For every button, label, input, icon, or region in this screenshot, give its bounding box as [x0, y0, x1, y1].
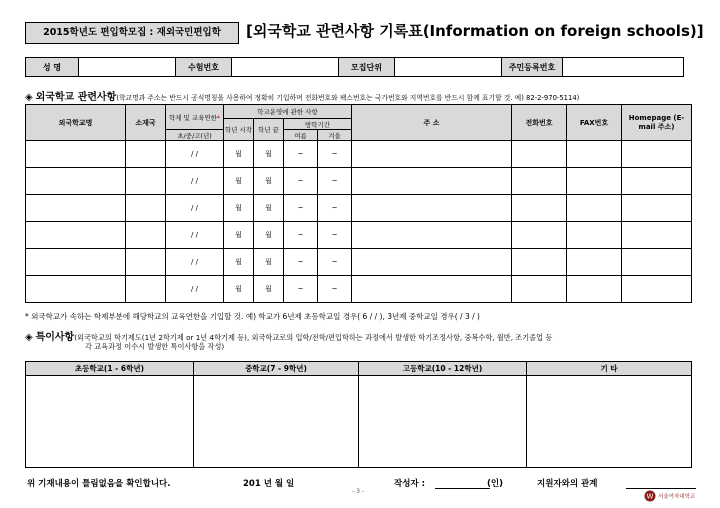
summer-cell[interactable]: ~ [284, 195, 318, 222]
section-bullet: ◈ [25, 332, 33, 343]
phone-cell[interactable] [512, 168, 567, 195]
end-cell[interactable]: 월 [254, 222, 284, 249]
school-name-cell[interactable] [26, 222, 126, 249]
elementary-notes-field[interactable] [26, 376, 194, 468]
section-desc-line1: (외국학교의 학기제도(1년 2학기제 or 1년 4학기제 등), 외국학교로의 입학/전학/편입학하는 과정에서 발생한 학기조정사항, 중복수학, 월반, 조기졸업 등 [74, 333, 553, 342]
special-notes-table [25, 361, 692, 468]
table-row [26, 168, 692, 195]
relation-label: 지원자와의 관계 [537, 479, 598, 489]
logo-text: 서울여자대학교 [658, 494, 696, 500]
school-name-cell[interactable] [26, 195, 126, 222]
col-year-start: 학년 시작 [224, 119, 254, 141]
phone-cell[interactable] [512, 195, 567, 222]
unit-label: 모집단위 [339, 58, 395, 77]
section-special-notes [25, 328, 552, 343]
resident-no-field[interactable] [563, 58, 684, 77]
school-name-cell[interactable] [26, 168, 126, 195]
col-vacation: 방학기간 [284, 119, 352, 130]
table-row [26, 222, 692, 249]
exam-no-field[interactable] [232, 58, 339, 77]
homepage-cell[interactable] [622, 276, 692, 303]
phone-cell[interactable] [512, 249, 567, 276]
school-name-cell[interactable] [26, 249, 126, 276]
summer-cell[interactable]: ~ [284, 168, 318, 195]
end-cell[interactable]: 월 [254, 168, 284, 195]
grade-cell[interactable]: / / [166, 141, 224, 168]
col-winter: 겨울 [318, 130, 352, 141]
summer-cell[interactable]: ~ [284, 141, 318, 168]
page-title: [외국학교 관련사항 기록표(Information on foreign schools)] [246, 22, 704, 40]
fax-cell[interactable] [567, 249, 622, 276]
table-row [26, 141, 692, 168]
section-bullet: ◈ [25, 92, 33, 103]
end-cell[interactable]: 월 [254, 276, 284, 303]
homepage-cell[interactable] [622, 249, 692, 276]
seal-mark: (인) [487, 479, 503, 489]
asterisk-mark: * [216, 113, 221, 122]
end-cell[interactable]: 월 [254, 195, 284, 222]
writer-label: 작성자 : [394, 479, 425, 489]
country-cell[interactable] [126, 276, 166, 303]
section-desc-line2: 각 교육과정 이수시 발생한 특이사항을 작성) [85, 342, 225, 351]
winter-cell[interactable]: ~ [318, 222, 352, 249]
confirm-statement: 위 기재내용이 틀림없음을 확인합니다. [27, 479, 171, 489]
other-notes-field[interactable] [527, 376, 692, 468]
col-elementary: 초등학교(1 - 6학년) [26, 362, 194, 376]
address-cell[interactable] [352, 222, 512, 249]
section-title: 외국학교 관련사항 [35, 92, 117, 103]
summer-cell[interactable]: ~ [284, 249, 318, 276]
address-cell[interactable] [352, 249, 512, 276]
address-cell[interactable] [352, 141, 512, 168]
table-row [26, 276, 692, 303]
name-field[interactable] [79, 58, 176, 77]
end-cell[interactable]: 월 [254, 141, 284, 168]
col-grade-years: 초/중/고(년) [166, 130, 224, 141]
summer-cell[interactable]: ~ [284, 222, 318, 249]
col-other: 기 타 [527, 362, 692, 376]
winter-cell[interactable]: ~ [318, 195, 352, 222]
exam-no-label: 수험번호 [176, 58, 232, 77]
start-cell[interactable]: 월 [224, 168, 254, 195]
winter-cell[interactable]: ~ [318, 276, 352, 303]
start-cell[interactable]: 월 [224, 222, 254, 249]
col-homepage: Homepage (E-mail 주소) [622, 105, 692, 141]
country-cell[interactable] [126, 195, 166, 222]
grade-system-note: * 외국학교가 속하는 학제부분에 해당학교의 교육연한을 기입할 것. 예) 학교가 6년제 초등학교일 경우( 6 / / ), 3년제 중학교일 경우( / 3 / ) [25, 312, 480, 321]
col-phone: 전화번호 [512, 105, 567, 141]
logo-emblem-icon [644, 490, 656, 502]
grade-cell[interactable]: / / [166, 195, 224, 222]
grade-cell[interactable]: / / [166, 222, 224, 249]
col-school-operation: 학교운영에 관한 사항 [224, 105, 352, 119]
phone-cell[interactable] [512, 222, 567, 249]
col-summer: 여름 [284, 130, 318, 141]
country-cell[interactable] [126, 141, 166, 168]
university-logo [644, 488, 702, 504]
section-title: 특이사항 [35, 332, 75, 343]
homepage-cell[interactable] [622, 222, 692, 249]
name-label: 성 명 [26, 58, 79, 77]
fax-cell[interactable] [567, 222, 622, 249]
fax-cell[interactable] [567, 276, 622, 303]
table-row [26, 195, 692, 222]
winter-cell[interactable]: ~ [318, 168, 352, 195]
address-cell[interactable] [352, 195, 512, 222]
phone-cell[interactable] [512, 276, 567, 303]
fax-cell[interactable] [567, 168, 622, 195]
fax-cell[interactable] [567, 195, 622, 222]
col-fax: FAX번호 [567, 105, 622, 141]
unit-field[interactable] [395, 58, 502, 77]
col-middle: 중학교(7 - 9학년) [194, 362, 359, 376]
table-row [26, 249, 692, 276]
col-year-end: 학년 끝 [254, 119, 284, 141]
address-cell[interactable] [352, 276, 512, 303]
grade-cell[interactable]: / / [166, 276, 224, 303]
grade-cell[interactable]: / / [166, 168, 224, 195]
middle-notes-field[interactable] [194, 376, 359, 468]
start-cell[interactable]: 월 [224, 249, 254, 276]
homepage-cell[interactable] [622, 141, 692, 168]
start-cell[interactable]: 월 [224, 276, 254, 303]
homepage-cell[interactable] [622, 168, 692, 195]
country-cell[interactable] [126, 249, 166, 276]
start-cell[interactable]: 월 [224, 141, 254, 168]
homepage-cell[interactable] [622, 195, 692, 222]
country-cell[interactable] [126, 168, 166, 195]
school-name-cell[interactable] [26, 141, 126, 168]
col-school-name: 외국학교명 [26, 105, 126, 141]
winter-cell[interactable]: ~ [318, 141, 352, 168]
grade-cell[interactable]: / / [166, 249, 224, 276]
summer-cell[interactable]: ~ [284, 276, 318, 303]
high-notes-field[interactable] [359, 376, 527, 468]
writer-line[interactable] [435, 488, 490, 489]
foreign-school-table [25, 104, 692, 303]
col-address: 주 소 [352, 105, 512, 141]
col-country: 소재국 [126, 105, 166, 141]
col-grade-system: 학제 및 교육연한* [166, 105, 224, 130]
form-header-label: 2015학년도 편입학모집 : 재외국민편입학 [25, 22, 239, 44]
section-desc: (학교명과 주소는 반드시 공식명칭을 사용하여 정확히 기입하며 전화번호와 팩스번호는 국가번호와 지역번호를 반드시 함께 표기할 것. 예) 82-2-970-5114) [116, 94, 580, 102]
end-cell[interactable]: 월 [254, 249, 284, 276]
fax-cell[interactable] [567, 141, 622, 168]
section-foreign-school [25, 88, 579, 103]
address-cell[interactable] [352, 168, 512, 195]
col-high: 고등학교(10 - 12학년) [359, 362, 527, 376]
phone-cell[interactable] [512, 141, 567, 168]
page-number: - 3 - [352, 488, 364, 495]
winter-cell[interactable]: ~ [318, 249, 352, 276]
resident-no-label: 주민등록번호 [502, 58, 563, 77]
date-line[interactable]: 201 년 월 일 [243, 479, 295, 489]
start-cell[interactable]: 월 [224, 195, 254, 222]
svg-text:W: W [646, 492, 654, 501]
country-cell[interactable] [126, 222, 166, 249]
applicant-info-table [25, 57, 684, 77]
school-name-cell[interactable] [26, 276, 126, 303]
